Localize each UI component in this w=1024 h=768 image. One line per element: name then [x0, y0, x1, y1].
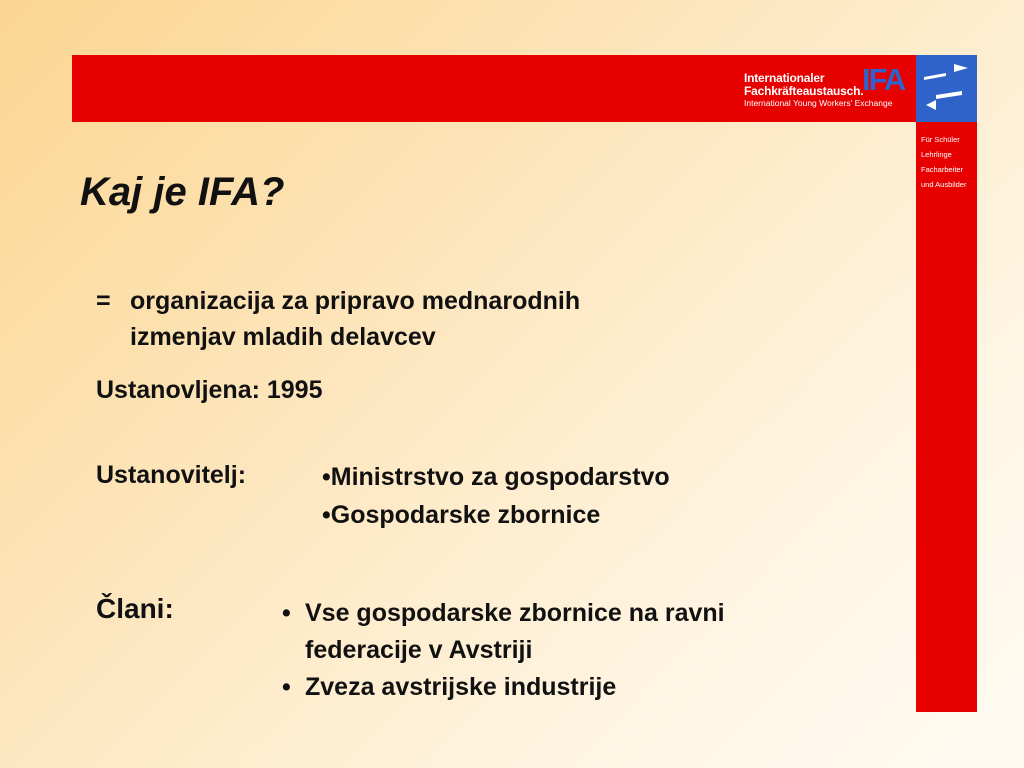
founders-label: Ustanovitelj:: [96, 461, 247, 489]
founder-item: •Ministrstvo za gospodarstvo: [322, 463, 670, 491]
member-item: [282, 669, 725, 706]
side-bar: [916, 122, 977, 712]
audience-item: Facharbeiter: [921, 165, 964, 174]
ifa-logo-icon: [916, 55, 977, 122]
members-label: Člani:: [96, 593, 174, 624]
logo-line-2: Fachkräfteaustausch.: [744, 84, 864, 99]
definition-line: izmenjav mladih delavcev: [130, 323, 436, 351]
logo-tagline: International Young Workers' Exchange: [744, 98, 893, 109]
members-list: [282, 595, 725, 706]
definition-prefix: =: [96, 287, 111, 315]
audience-item: und Ausbilder: [921, 180, 967, 189]
member-line: Zveza avstrijske industrije: [305, 673, 617, 701]
logo-line-1: Internationaler: [744, 71, 825, 85]
member-line: federacije v Avstriji: [305, 636, 533, 664]
audience-item: Lehrlinge: [921, 150, 952, 159]
slide-title: Kaj je IFA?: [80, 170, 285, 214]
bullet: •: [282, 673, 291, 701]
member-line: Vse gospodarske zbornice na ravni: [305, 599, 725, 627]
founder-item: •Gospodarske zbornice: [322, 501, 601, 529]
founders-list: [322, 458, 670, 534]
bullet: •: [282, 599, 291, 627]
logo-mark: IFA: [862, 62, 905, 97]
definition-line: organizacija za pripravo mednarodnih: [130, 287, 581, 315]
member-item: [282, 595, 725, 669]
audience-item: Für Schüler: [921, 135, 960, 144]
audience-list: [921, 132, 966, 192]
founded-year: Ustanovljena: 1995: [96, 376, 323, 404]
definition-text: [130, 283, 580, 355]
